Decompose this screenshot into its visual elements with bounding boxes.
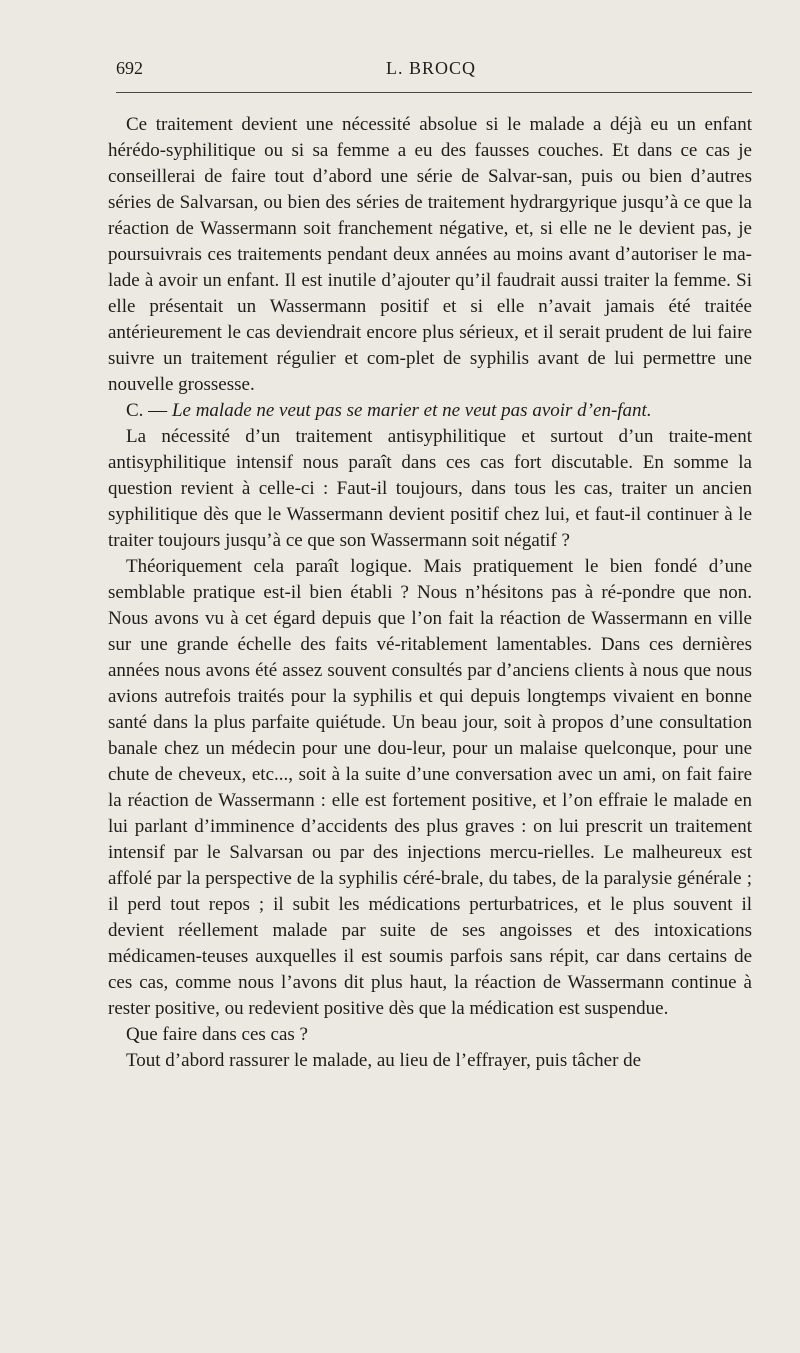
section-heading-c <box>108 398 752 424</box>
paragraph-6: Tout d’abord rassurer le malade, au lieu de l’effrayer, puis tâcher de <box>126 1050 642 1071</box>
paragraph-4: Théoriquement cela paraît logique. Mais pratiquement le bien fondé d’une semblable pratique est-il bien établi ? Nous n’hésitons pas à ré-pondre que non. Nous avons vu à cet égard depuis que l’on fait la réaction de Wassermann en ville sur une grande échelle des faits vé-ritablement lamentables. Dans ces dernières années nous avons été assez souvent consultés par d’anciens clients à nous que nous avions autrefois traités pour la syphilis et qui depuis longtemps vivaient en bonne santé dans la plus parfaite quiétude. Un beau jour, soit à propos d’une consultation banale chez un médecin pour une dou-leur, pour un malaise quelconque, pour une chute de cheveux, etc..., soit à la suite d’une conversation avec un ami, on fait faire la réaction de Wassermann : elle est fortement positive, et l’on effraie le malade en lui parlant d’imminence d’accidents des plus graves : on lui prescrit un traitement intensif par le Salvarsan ou par des injections mercu-rielles. Le malheureux est affolé par la perspective de la syphilis céré-brale, du tabes, de la paralysie générale ; il perd tout repos ; il subit les médications perturbatrices, et le plus souvent il devient réellement malade par suite de ses angoisses et des intoxications médicamen-teuses auxquelles il est soumis parfois sans répit, car dans certains de ces cas, comme nous l’avons dit plus haut, la réaction de Wassermann continue à rester positive, ou redevient positive dès que la médication est suspendue. <box>108 556 752 1019</box>
paragraph-5: Que faire dans ces cas ? <box>126 1024 308 1045</box>
paragraph-1: Ce traitement devient une nécessité absolue si le malade a déjà eu un enfant hérédo-syphilitique ou si sa femme a eu des fausses couches. Et dans ce cas je conseillerai de faire tout d’abord une série de Salvar-san, puis ou bien d’autres séries de Salvarsan, ou bien des séries de traitement hydrargyrique jusqu’à ce que la réaction de Wassermann soit franchement négative, et, si elle ne le devient pas, je poursuivrais ces traitements pendant deux années au moins avant d’autoriser le ma-lade à avoir un enfant. Il est inutile d’ajouter qu’il faudrait aussi traiter la femme. Si elle présentait un Wassermann positif et si elle n’avait jamais été traitée antérieurement le cas deviendrait encore plus sérieux, et il serait prudent de lui faire suivre un traitement régulier et com-plet de syphilis avant de lui permettre une nouvelle grossesse. <box>108 114 752 395</box>
page-number: 692 <box>116 58 143 78</box>
paragraph-3: La nécessité d’un traitement antisyphilitique et surtout d’un traite-ment antisyphilitique intensif nous paraît dans ces cas fort discutable. En somme la question revient à celle-ci : Faut-il toujours, dans tous les cas, traiter un ancien syphilitique dès que le Wassermann devient positif chez lui, et faut-il continuer à le traiter toujours jusqu’à ce que son Wassermann soit négatif ? <box>108 426 752 551</box>
page-header <box>116 58 752 88</box>
section-title: Le malade ne veut pas se marier et ne veut pas avoir d’en-fant. <box>171 400 652 421</box>
section-label: C. — <box>126 400 168 421</box>
body-text <box>108 112 752 1074</box>
header-rule <box>116 92 752 93</box>
running-head: L. BROCQ <box>386 58 477 78</box>
